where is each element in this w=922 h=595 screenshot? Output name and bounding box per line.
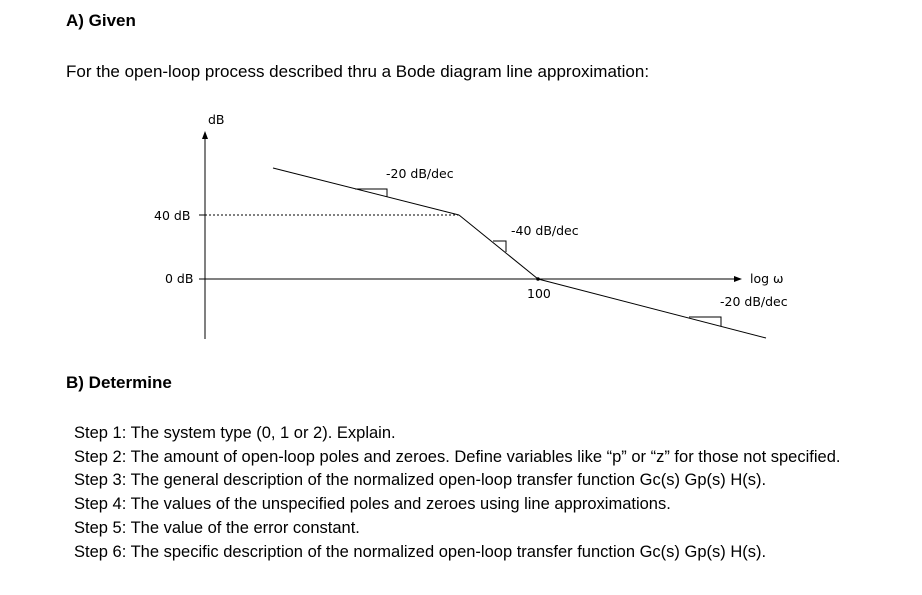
x-axis-label: log ω [750,271,784,286]
step-2: Step 2: The amount of open-loop poles and zeroes. Define variables like “p” or “z” for those not specified. [74,447,841,466]
y-axis-label: dB [208,112,225,127]
intro-text: For the open-loop process described thru a Bode diagram line approximation: [66,62,650,81]
step-3: Step 3: The general description of the normalized open-loop transfer function Gc(s) Gp(s) H(s). [74,471,767,490]
step-4: Step 4: The values of the unspecified poles and zeroes using line approximations. [74,495,671,514]
tick-40-label: 40 dB [154,208,191,223]
step-5: Step 5: The value of the error constant. [74,518,360,537]
section-a-heading: A) Given [66,11,136,30]
breakpoint-100 [536,277,540,281]
steps-list [74,422,840,564]
slope-label-1: -20 dB/dec [386,166,454,181]
step-1: Step 1: The system type (0, 1 or 2). Explain. [74,424,396,442]
slope-label-2: -40 dB/dec [511,223,579,238]
slope-triangle-2 [493,241,506,252]
tick-0-label: 0 dB [165,271,194,286]
step-6: Step 6: The specific description of the normalized open-loop transfer function Gc(s) Gp(s) H(s). [74,542,767,561]
section-b-heading: B) Determine [66,373,172,392]
tick-100-label: 100 [527,286,551,301]
slope-label-3: -20 dB/dec [720,294,788,309]
x-axis-arrow [734,276,742,282]
y-axis-arrow [202,131,208,139]
